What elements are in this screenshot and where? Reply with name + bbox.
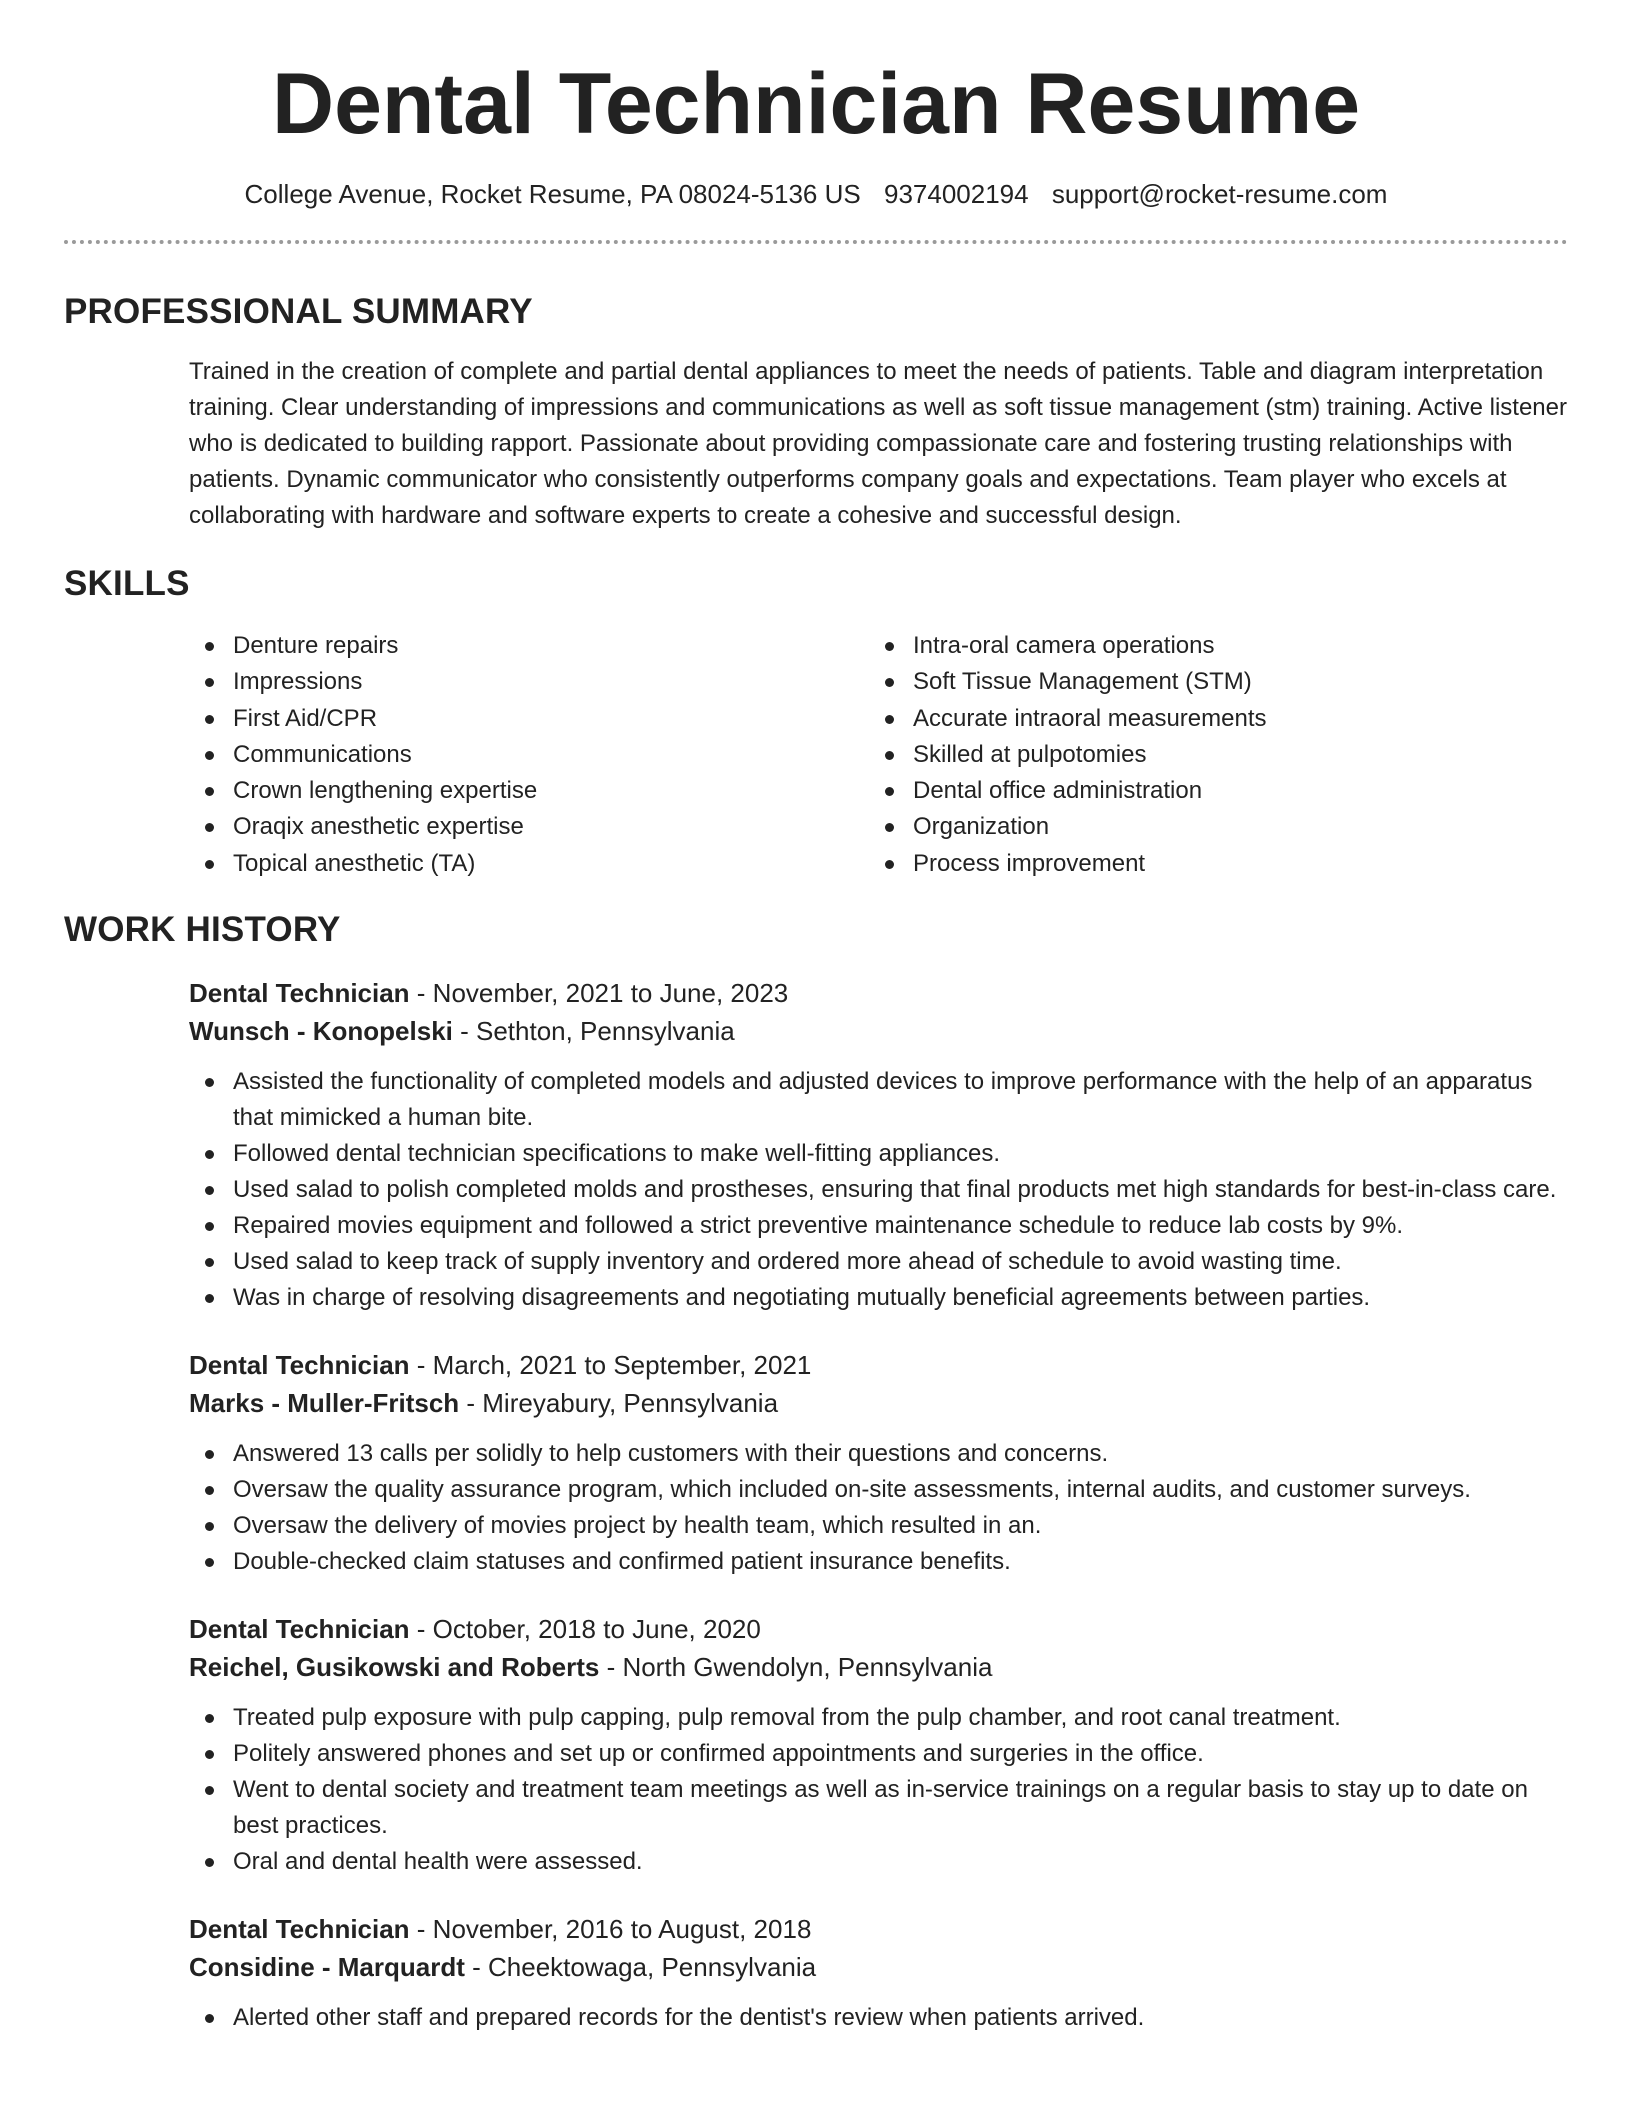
job-company: Wunsch - Konopelski xyxy=(189,1016,453,1047)
section-title-work-history: WORK HISTORY xyxy=(64,910,341,950)
section-title-summary: PROFESSIONAL SUMMARY xyxy=(64,292,533,331)
contact-line xyxy=(0,178,1632,210)
job-location: - Cheektowaga, Pennsylvania xyxy=(464,1952,817,1983)
job-bullet: Double-checked claim statuses and confirmed patient insurance benefits. xyxy=(189,1544,1568,1580)
skill-item: Organization xyxy=(869,809,1549,845)
job-bullet: Treated pulp exposure with pulp capping, pulp removal from the pulp chamber, and root canal treatment. xyxy=(189,1700,1568,1736)
job-location: - Mireyabury, Pennsylvania xyxy=(459,1388,779,1419)
job-company: Considine - Marquardt xyxy=(189,1952,465,1983)
skills-list xyxy=(189,628,1568,882)
job-company: Marks - Muller-Fritsch xyxy=(189,1388,460,1419)
skill-item: First Aid/CPR xyxy=(189,701,869,737)
job-entry xyxy=(189,1910,1568,2036)
job-company: Reichel, Gusikowski and Roberts xyxy=(189,1652,600,1683)
work-history-list xyxy=(189,974,1568,2036)
skill-item: Process improvement xyxy=(869,846,1549,882)
job-title-line xyxy=(189,1346,1568,1384)
job-dates: - November, 2021 to June, 2023 xyxy=(409,978,789,1009)
job-title: Dental Technician xyxy=(189,1350,410,1381)
job-dates: - March, 2021 to September, 2021 xyxy=(409,1350,812,1381)
job-title: Dental Technician xyxy=(189,1614,410,1645)
job-bullet: Assisted the functionality of completed models and adjusted devices to improve performance with the help of an apparatus that mimicked a human bite. xyxy=(189,1064,1568,1136)
job-dates: - October, 2018 to June, 2020 xyxy=(409,1614,761,1645)
skill-item: Topical anesthetic (TA) xyxy=(189,846,869,882)
job-title-line xyxy=(189,974,1568,1012)
job-entry xyxy=(189,974,1568,1316)
job-bullet: Used salad to polish completed molds and prostheses, ensuring that final products met high standards for best-in-class care. xyxy=(189,1172,1568,1208)
contact-email: support@rocket-resume.com xyxy=(1051,179,1388,209)
page-title: Dental Technician Resume xyxy=(271,56,1361,152)
job-bullet: Used salad to keep track of supply inventory and ordered more ahead of schedule to avoid wasting time. xyxy=(189,1244,1568,1280)
job-bullets xyxy=(189,2000,1568,2036)
job-bullet: Went to dental society and treatment team meetings as well as in-service trainings on a regular basis to stay up to date on best practices. xyxy=(189,1772,1568,1844)
skill-item: Impressions xyxy=(189,664,869,700)
skill-item: Dental office administration xyxy=(869,773,1549,809)
job-title: Dental Technician xyxy=(189,1914,410,1945)
job-title-line xyxy=(189,1610,1568,1648)
job-bullet: Oversaw the quality assurance program, which included on-site assessments, internal audits, and customer surveys. xyxy=(189,1472,1568,1508)
skill-item: Oraqix anesthetic expertise xyxy=(189,809,869,845)
contact-address: College Avenue, Rocket Resume, PA 08024-5136 US xyxy=(244,179,861,209)
job-bullet: Politely answered phones and set up or confirmed appointments and surgeries in the office. xyxy=(189,1736,1568,1772)
section-title-skills: SKILLS xyxy=(64,564,190,603)
job-location: - North Gwendolyn, Pennsylvania xyxy=(599,1652,993,1683)
header-divider xyxy=(64,240,1568,244)
job-bullet: Was in charge of resolving disagreements and negotiating mutually beneficial agreements between parties. xyxy=(189,1280,1568,1316)
skill-item: Accurate intraoral measurements xyxy=(869,701,1549,737)
job-dates: - November, 2016 to August, 2018 xyxy=(409,1914,812,1945)
job-bullet: Oversaw the delivery of movies project by health team, which resulted in an. xyxy=(189,1508,1568,1544)
contact-phone: 9374002194 xyxy=(883,179,1029,209)
job-location: - Sethton, Pennsylvania xyxy=(452,1016,735,1047)
job-company-line xyxy=(189,1012,1568,1050)
skills-column-right xyxy=(869,628,1549,882)
job-title-line xyxy=(189,1910,1568,1948)
summary-text: Trained in the creation of complete and partial dental appliances to meet the needs of patients. Table and diagram interpretation training. Clear understanding of impressions and communications as well as soft tissue management (stm) training. Active listener who is dedicated to building rapport. Passionate about providing compassionate care and fostering trusting relationships with patients. Dynamic communicator who consistently outperforms company goals and expectations. Team player who excels at collaborating with hardware and software experts to create a cohesive and successful design. xyxy=(189,358,1567,529)
skill-item: Skilled at pulpotomies xyxy=(869,737,1549,773)
skill-item: Soft Tissue Management (STM) xyxy=(869,664,1549,700)
job-title: Dental Technician xyxy=(189,978,410,1009)
skill-item: Intra-oral camera operations xyxy=(869,628,1549,664)
job-company-line xyxy=(189,1384,1568,1422)
job-entry xyxy=(189,1346,1568,1580)
skill-item: Communications xyxy=(189,737,869,773)
job-bullet: Repaired movies equipment and followed a strict preventive maintenance schedule to reduce lab costs by 9%. xyxy=(189,1208,1568,1244)
job-bullets xyxy=(189,1700,1568,1880)
job-bullet: Followed dental technician specifications to make well-fitting appliances. xyxy=(189,1136,1568,1172)
job-entry xyxy=(189,1610,1568,1880)
skill-item: Crown lengthening expertise xyxy=(189,773,869,809)
job-bullets xyxy=(189,1064,1568,1316)
job-bullet: Oral and dental health were assessed. xyxy=(189,1844,1568,1880)
skill-item: Denture repairs xyxy=(189,628,869,664)
job-bullets xyxy=(189,1436,1568,1580)
skills-column-left xyxy=(189,628,869,882)
job-bullet: Answered 13 calls per solidly to help customers with their questions and concerns. xyxy=(189,1436,1568,1472)
job-bullet: Alerted other staff and prepared records for the dentist's review when patients arrived. xyxy=(189,2000,1568,2036)
job-company-line xyxy=(189,1948,1568,1986)
job-company-line xyxy=(189,1648,1568,1686)
